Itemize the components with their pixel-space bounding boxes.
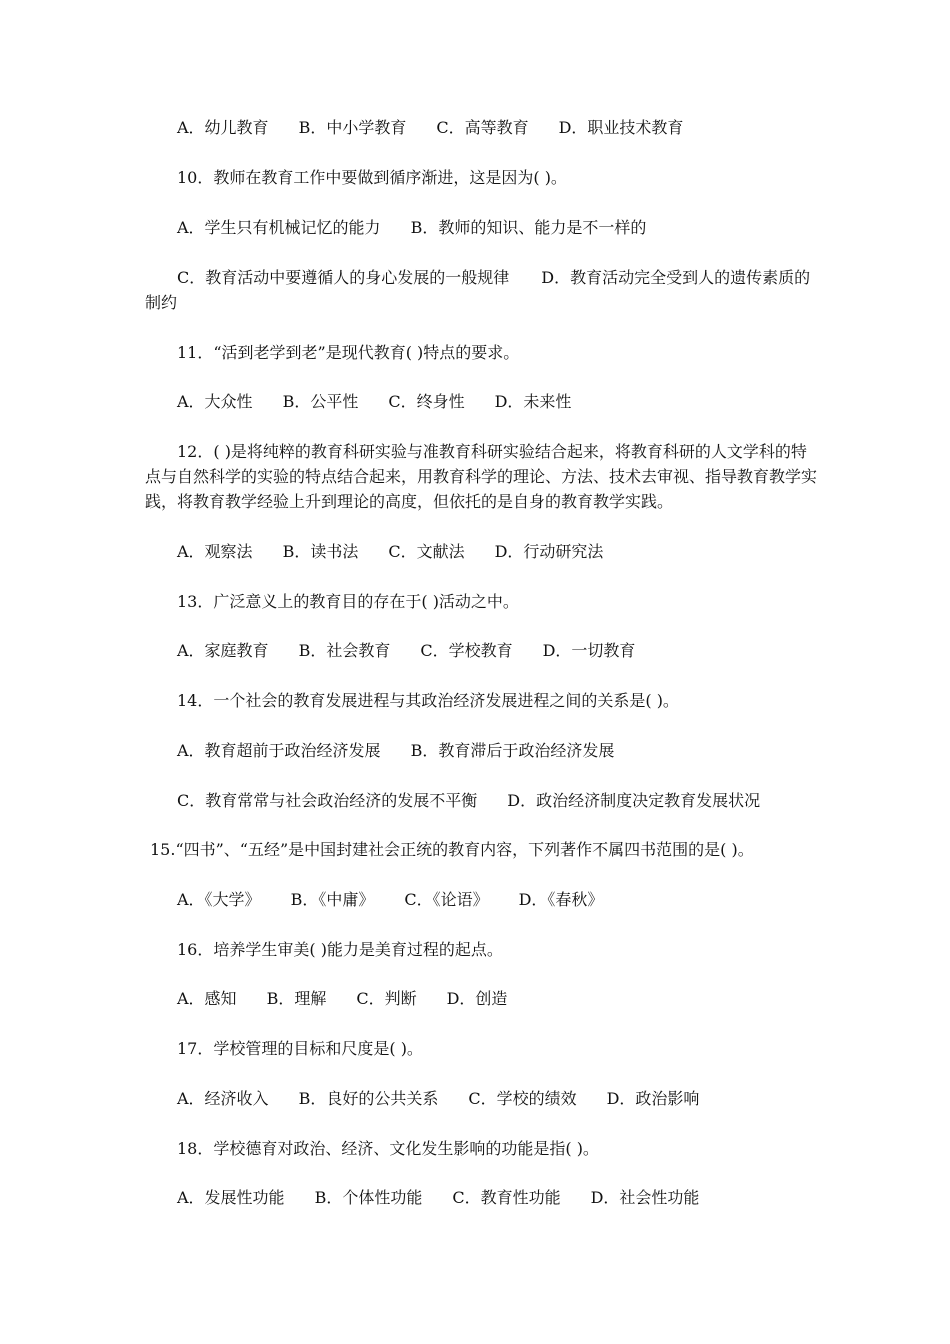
option-a: A．感知 [177,989,237,1008]
option-c: C．教育性功能 [452,1188,561,1207]
question-16-text: 16．培养学生审美( )能力是美育过程的起点。 [177,940,503,959]
option-a: A．幼儿教育 [177,118,269,137]
option-b: B．《中庸》 [290,890,375,909]
question-17-options [177,1086,699,1111]
option-a: A．教育超前于政治经济发展 [177,741,381,760]
question-16-options [177,986,507,1011]
option-d: D．一切教育 [542,641,636,660]
option-a: A．发展性功能 [177,1188,285,1207]
question-13-text: 13．广泛意义上的教育目的存在于( )活动之中。 [177,592,519,611]
question-12-options [177,539,603,564]
option-d: D．创造 [446,989,508,1008]
option-d: D．政治影响 [606,1089,700,1108]
option-b: B．个体性功能 [314,1188,423,1207]
option-b: B．中小学教育 [298,118,407,137]
question-14-options-row2 [177,788,760,813]
question-17-text: 17．学校管理的目标和尺度是( )。 [177,1039,423,1058]
option-d: D．《春秋》 [518,890,604,909]
option-c: C．终身性 [388,392,465,411]
question-11-text: 11．“活到老学到老”是现代教育( )特点的要求。 [177,343,520,362]
question-18-options [177,1185,699,1210]
option-b: B．教师的知识、能力是不一样的 [410,218,647,237]
option-d: D．社会性功能 [590,1188,700,1207]
option-a: A．观察法 [177,542,253,561]
option-a: A．学生只有机械记忆的能力 [177,218,381,237]
option-a: A．大众性 [177,392,253,411]
option-c: C．文献法 [388,542,465,561]
option-a: A．家庭教育 [177,641,269,660]
option-d: D．未来性 [494,392,572,411]
option-d: D．职业技术教育 [558,118,684,137]
question-10-options-row2: C．教育活动中要遵循人的身心发展的一般规律 D．教育活动完全受到人的遗传素质的制约 [145,268,811,312]
option-c: C．教育常常与社会政治经济的发展不平衡 [177,791,478,810]
question-14-text: 14．一个社会的教育发展进程与其政治经济发展进程之间的关系是( )。 [177,691,679,710]
option-b: B．社会教育 [298,641,391,660]
question-10-text: 10．教师在教育工作中要做到循序渐进，这是因为( )。 [177,168,567,187]
question-14-options-row1 [177,738,614,763]
question-9-options [177,115,683,140]
option-c: C．学校教育 [420,641,513,660]
option-c: C．学校的绩效 [468,1089,577,1108]
option-b: B．理解 [266,989,327,1008]
option-b: B．教育滞后于政治经济发展 [410,741,615,760]
question-10-options-row1 [177,215,646,240]
question-11-options [177,389,571,414]
option-d: D．政治经济制度决定教育发展状况 [507,791,761,810]
option-b: B．良好的公共关系 [298,1089,439,1108]
question-15-text: 15.“四书”、“五经”是中国封建社会正统的教育内容，下列著作不属四书范围的是( )。 [150,840,754,859]
option-c: C．判断 [356,989,417,1008]
question-15-options [177,887,603,912]
question-18-text: 18．学校德育对政治、经济、文化发生影响的功能是指( )。 [177,1139,599,1158]
option-a: A．经济收入 [177,1089,269,1108]
option-a: A．《大学》 [177,890,261,909]
option-b: B．读书法 [282,542,359,561]
question-12-text: 12．( )是将纯粹的教育科研实验与准教育科研实验结合起来，将教育科研的人文学科的特点与自然科学的实验的特点结合起来，用教育科学的理论、方法、技术去审视、指导教育教学实践，将教育教学经验上升到理论的高度，但依托的是自身的教育教学实践。 [145,442,818,511]
option-c: C．高等教育 [436,118,529,137]
question-13-options [177,638,635,663]
option-d: D．行动研究法 [494,542,604,561]
option-b: B．公平性 [282,392,359,411]
option-c: C．《论语》 [404,890,489,909]
